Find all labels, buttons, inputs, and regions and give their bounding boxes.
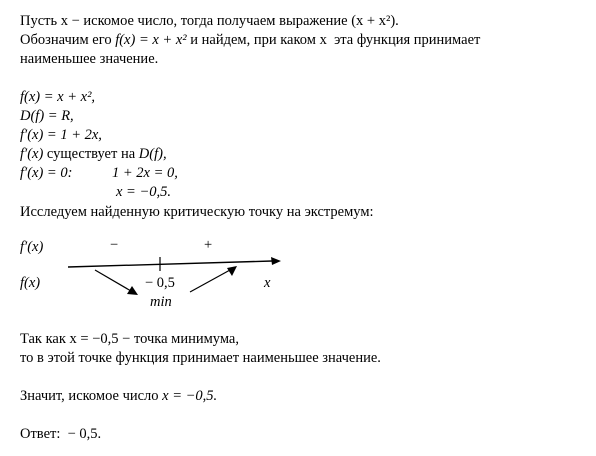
intro-line-3: наименьшее значение. <box>20 51 159 67</box>
function-definition: f(x) = x + x², <box>20 89 96 105</box>
exists-text: существует на <box>43 146 139 162</box>
intro-text-b: и найдем, при каком x эта функция принимает <box>186 32 481 48</box>
conclusion-line-1: Так как x = −0,5 − точка минимума, <box>20 331 239 347</box>
decreasing-arrow <box>95 270 138 295</box>
solution-line: x = −0,5. <box>116 184 172 200</box>
sign-chart-min-label: min <box>150 294 172 310</box>
therefore-value: x = −0,5. <box>162 388 218 404</box>
number-line <box>68 257 281 267</box>
derivative-line: f′(x) = 1 + 2x, <box>20 127 102 143</box>
sign-chart-plus: + <box>204 237 213 253</box>
answer-line <box>20 425 101 443</box>
exists-domain: D(f), <box>138 146 167 162</box>
answer-label: Ответ: <box>20 426 61 442</box>
intro-function: f(x) = x + x² <box>115 32 187 48</box>
sign-chart-critical-point: − 0,5 <box>145 275 175 291</box>
zero-equation: 1 + 2x = 0, <box>112 165 178 181</box>
intro-line-1: Пусть x − искомое число, тогда получаем выражение (x + x²). <box>20 13 399 29</box>
zero-condition: f′(x) = 0: <box>20 165 73 181</box>
sign-chart-fprime-label: f′(x) <box>20 239 44 255</box>
study-line: Исследуем найденную критическую точку на экстремум: <box>20 204 374 220</box>
exists-fprime: f′(x) <box>20 146 44 162</box>
domain-line: D(f) = R, <box>20 108 74 124</box>
intro-text-a: Обозначим его <box>20 32 116 48</box>
therefore-text: Значит, искомое число <box>20 388 163 404</box>
sign-chart-minus: − <box>110 237 119 253</box>
sign-chart-f-label: f(x) <box>20 275 41 291</box>
answer-value: − 0,5. <box>67 426 102 442</box>
therefore-line <box>20 387 217 405</box>
conclusion-line-2: то в этой точке функция принимает наименьшее значение. <box>20 350 381 366</box>
increasing-arrow <box>190 266 237 292</box>
sign-chart-axis-variable: x <box>264 275 271 291</box>
